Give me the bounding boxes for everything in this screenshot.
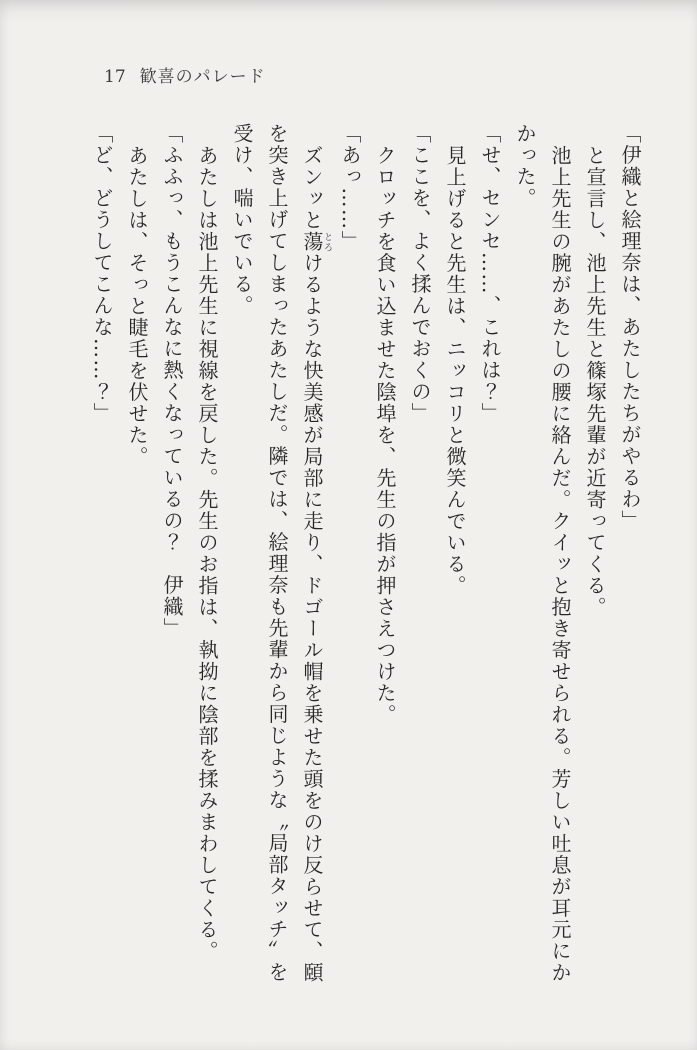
text-column: 「ここを、よく揉んでおくの」 xyxy=(408,123,432,424)
text-column: と宣言し、池上先生と篠塚先輩が近寄ってくる。 xyxy=(583,144,607,618)
text-column: クロッチを食い込ませた陰埠を、先生の指が押さえつけた。 xyxy=(373,144,397,725)
text-columns xyxy=(84,123,647,1008)
text-column: 「伊織と絵理奈は、あたしたちがやるわ」 xyxy=(618,123,642,532)
text-column: 受け、喘いでいる。 xyxy=(230,123,254,317)
text-column: 「ど、どうしてこんな……？」 xyxy=(90,123,114,424)
text-column: かった。 xyxy=(513,123,537,209)
text-column: 「せ、センセ……、これは？」 xyxy=(478,123,502,424)
text-column: 池上先生の腕があたしの腰に絡んだ。クイッと抱き寄せられる。芳しい吐息が耳元にか xyxy=(548,144,572,983)
chapter-title: 歓喜のパレード xyxy=(139,67,266,87)
text-column: あたしは池上先生に視線を戻した。先生のお指は、執拗に陰部を揉みまわしてくる。 xyxy=(195,144,219,962)
text-column: ズンッと蕩とろけるような快美感が局部に走り、ドゴール帽を乗せた頭をのけ反らせて、頤 xyxy=(300,144,332,983)
ruby-annotated-character: 蕩とろ xyxy=(300,230,332,252)
text-column: 見上げると先生は、ニッコリと微笑んでいる。 xyxy=(443,144,467,596)
text-column: 「あっ……」 xyxy=(338,123,362,252)
text-column: を突き上げてしまったあたしだ。隣では、絵理奈も先輩から同じような〝局部タッチ〟を xyxy=(265,123,289,983)
text-column: あたしは、そっと睫毛を伏せた。 xyxy=(125,144,149,467)
furigana: とろ xyxy=(322,230,332,252)
text-column: 「ふふっ、もうこんなに熱くなっているの？ 伊織」 xyxy=(160,123,184,639)
page-number: 17 xyxy=(104,67,126,87)
running-header xyxy=(104,62,266,87)
